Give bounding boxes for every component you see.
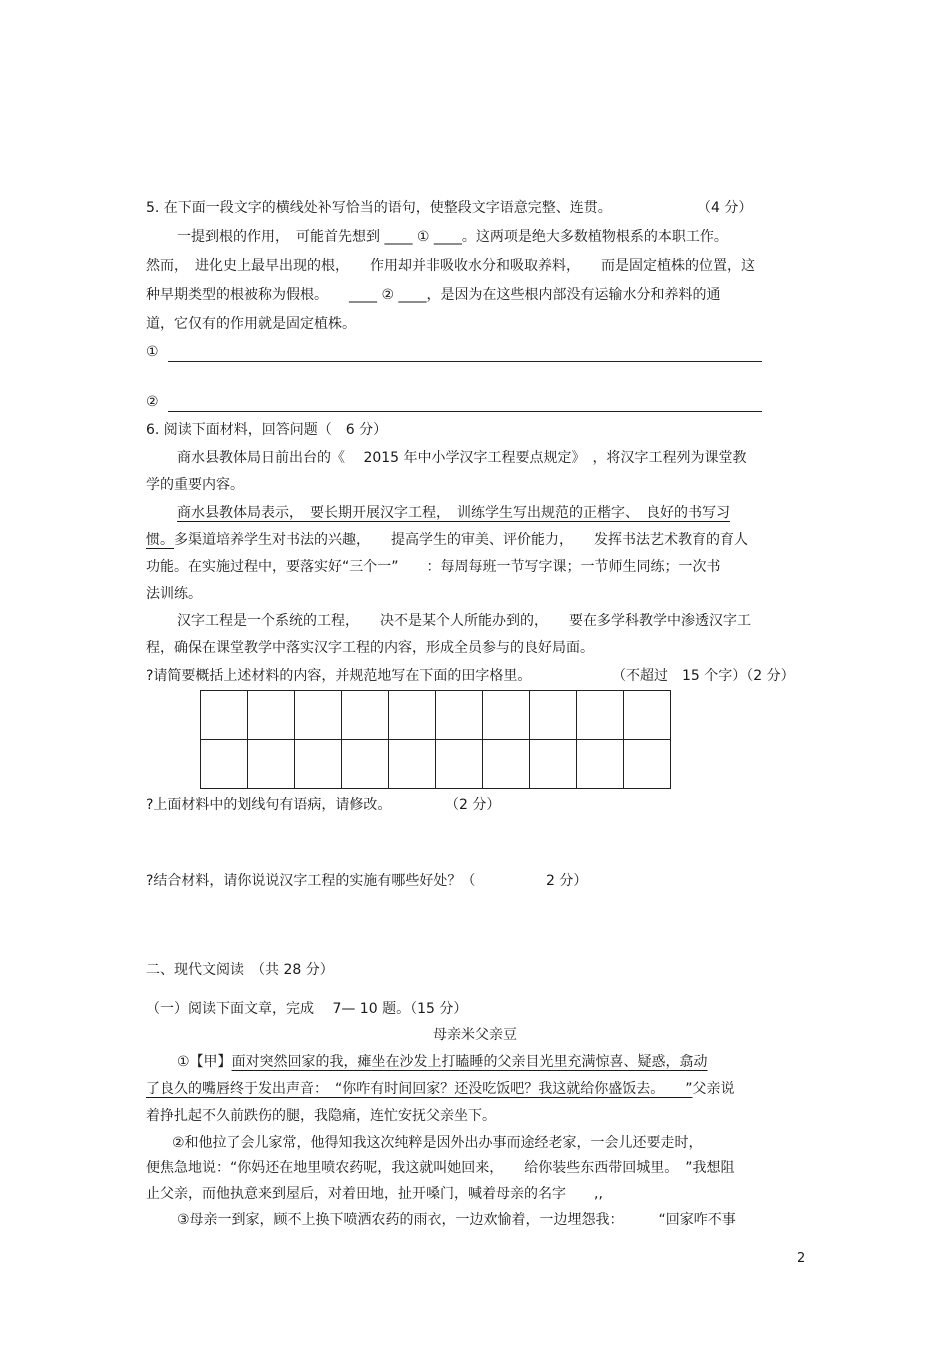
q6-underlined-sentence: 商水县教体局表示， 要长期开展汉字工程， 训练学生写出规范的正楷字、 良好的书写习 [177, 505, 730, 521]
grid-cell[interactable] [248, 740, 295, 789]
grid-cell[interactable] [389, 691, 436, 740]
article-line [177, 1052, 708, 1072]
paragraph-marker: ①【甲】 [177, 1054, 232, 1070]
q6-material-line: 学的重要内容。 [146, 477, 244, 493]
grid-cell[interactable] [483, 691, 530, 740]
grid-cell[interactable] [624, 740, 671, 789]
q6-prompt: 6. 阅读下面材料，回答问题（ 6 分） [146, 422, 388, 438]
grid-row [201, 740, 671, 789]
q6-subquestion-2-score: （2 分） [445, 797, 501, 813]
q5-prompt: 5. 在下面一段文字的横线处补写恰当的语句，使整段文字语意完整、连贯。 [146, 200, 612, 216]
q6-material-line [146, 530, 748, 550]
q6-material-line: 商水县教体局日前出台的《 2015 年中小学汉字工程要点规定》 ，将汉字工程列为课堂教 [177, 450, 747, 466]
section-heading: 二、现代文阅读 （共 28 分） [146, 962, 334, 978]
grid-cell[interactable] [436, 691, 483, 740]
grid-cell[interactable] [389, 740, 436, 789]
grid-cell[interactable] [577, 691, 624, 740]
q5-paragraph-line: 一提到根的作用， 可能首先想到 ____ ① ____。这两项是绝大多数植物根系的本职工作。 [177, 229, 728, 245]
page-number: 2 [797, 1251, 806, 1266]
grid-cell[interactable] [342, 740, 389, 789]
underlined-sentence: 了良久的嘴唇终于发出声音： “你咋有时间回家？还没吃饭吧？我这就给你盛饭去。 ” [146, 1081, 693, 1097]
article-text: 父亲说 [692, 1081, 735, 1097]
article-title: 母亲米父亲豆 [433, 1027, 517, 1043]
underlined-sentence: 面对突然回家的我，瘫坐在沙发上打瞌睡的父亲目光里充满惊喜、疑惑，翕动 [231, 1054, 708, 1070]
article-line: 便焦急地说：“你妈还在地里喷农药呢，我这就叫她回来， 给你装些东西带回城里。 ”我想阻 [146, 1160, 735, 1176]
grid-cell[interactable] [530, 691, 577, 740]
q6-material-line: 法训练。 [146, 586, 202, 602]
part-heading: （一）阅读下面文章，完成 7— 10 题。（15 分） [146, 1001, 468, 1017]
answer-line-1[interactable] [168, 361, 762, 362]
article-line: 止父亲，而他执意来到屋后，对着田地，扯开嗓门，喊着母亲的名字 ,, [146, 1186, 603, 1202]
grid-cell[interactable] [436, 740, 483, 789]
q6-subquestion-3: ?结合材料，请你说说汉字工程的实施有哪些好处？（ [146, 873, 476, 889]
grid-cell[interactable] [248, 691, 295, 740]
grid-cell[interactable] [577, 740, 624, 789]
answer-line-2[interactable] [168, 411, 762, 412]
grid-cell[interactable] [201, 691, 248, 740]
article-line: 着挣扎起不久前跌伤的腿，我隐痛，连忙安抚父亲坐下。 [146, 1108, 496, 1124]
grid-cell[interactable] [201, 740, 248, 789]
grid-cell[interactable] [295, 740, 342, 789]
q5-paragraph-line: 种早期类型的根被称为假根。 ____ ② ____，是因为在这些根内部没有运输水分和养料的通 [146, 287, 721, 303]
tianzi-grid[interactable] [200, 690, 671, 789]
q5-paragraph-line: 道，它仅有的作用就是固定植株。 [146, 316, 356, 332]
q6-material-text: 多渠道培养学生对书法的兴趣， 提高学生的审美、评价能力， 发挥书法艺术教育的育人 [174, 532, 748, 548]
article-line: ③母亲一到家，顾不上换下喷洒农药的雨衣，一边欢愉着，一边埋怨我： “回家咋不事 [177, 1212, 736, 1228]
grid-cell[interactable] [483, 740, 530, 789]
q6-subquestion-3-score: 2 分） [546, 873, 588, 889]
answer-mark-2: ② [146, 394, 159, 410]
q6-subquestion-1: ?请简要概括上述材料的内容，并规范地写在下面的田字格里。 [146, 668, 532, 684]
q5-paragraph-line: 然而， 进化史上最早出现的根， 作用却并非吸收水分和吸取养料， 而是固定植株的位置，这 [146, 258, 755, 274]
q6-material-line: 程，确保在课堂教学中落实汉字工程的内容，形成全员参与的良好局面。 [146, 640, 594, 656]
article-line: ②和他拉了会儿家常，他得知我这次纯粹是因外出办事而途经老家，一会儿还要走时， [172, 1135, 703, 1151]
q6-subquestion-1-score: （不超过 15 个字）（2 分） [612, 668, 795, 684]
q6-subquestion-2: ?上面材料中的划线句有语病，请修改。 [146, 797, 392, 813]
grid-cell[interactable] [295, 691, 342, 740]
q6-underlined-sentence-end: 惯。 [146, 532, 174, 548]
grid-cell[interactable] [342, 691, 389, 740]
q5-score: （4 分） [697, 200, 753, 216]
grid-row [201, 691, 671, 740]
grid-cell[interactable] [530, 740, 577, 789]
q6-material-line: 功能。在实施过程中，要落实好“三个一” ：每周每班一节写字课；一节师生同练；一次书 [146, 559, 721, 575]
grid-cell[interactable] [624, 691, 671, 740]
answer-mark-1: ① [146, 344, 159, 360]
article-line [146, 1079, 735, 1099]
q6-material-line: 汉字工程是一个系统的工程， 决不是某个人所能办到的， 要在多学科教学中渗透汉字工 [177, 613, 751, 629]
